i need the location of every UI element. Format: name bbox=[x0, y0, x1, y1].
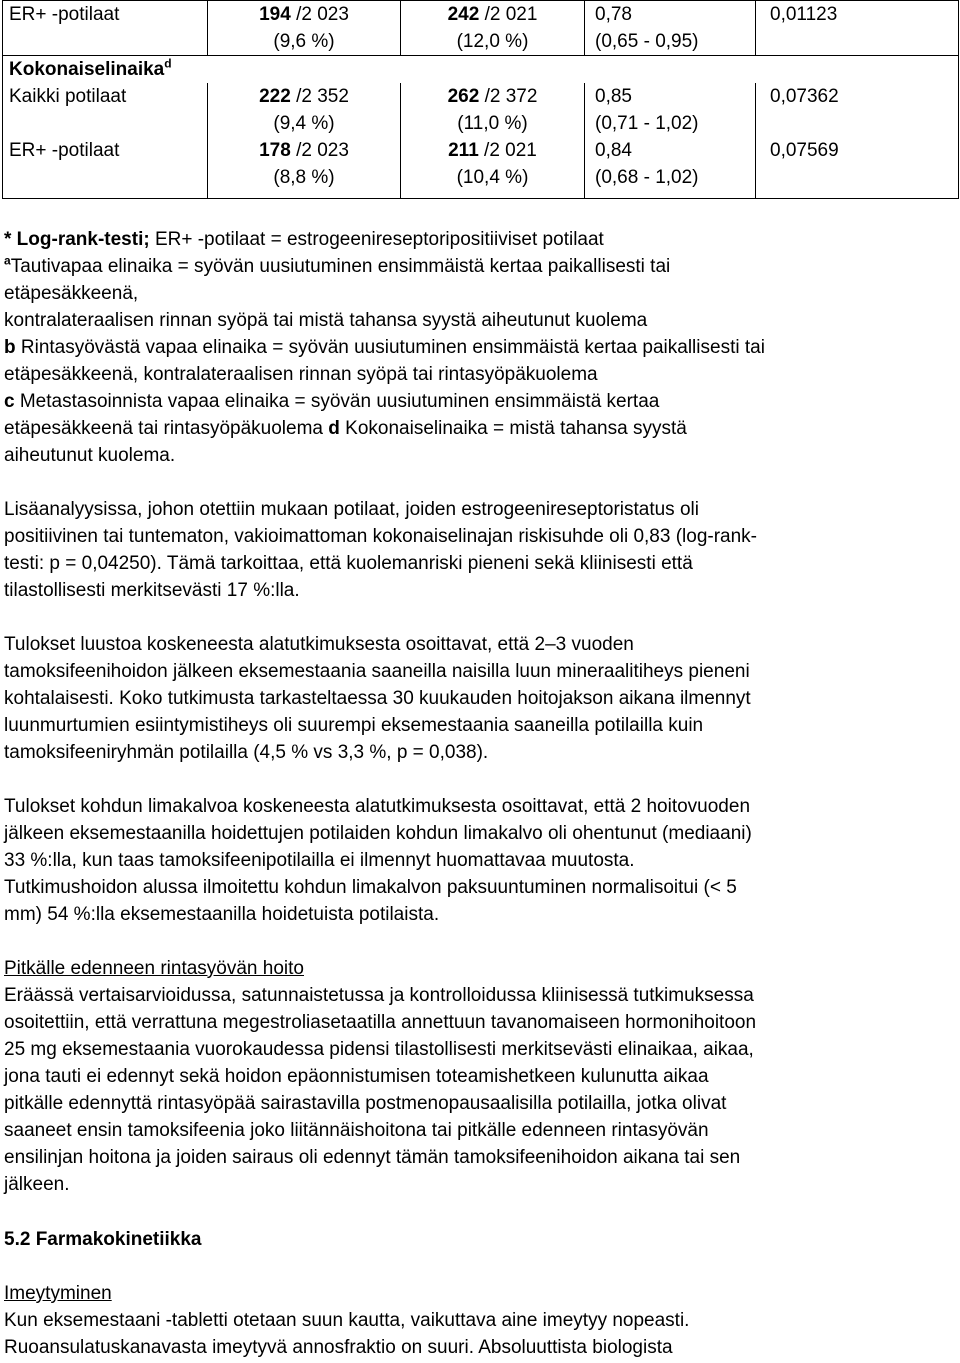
footnote-d-cont: aiheutunut kuolema. bbox=[4, 445, 176, 466]
text-line: jälkeen. bbox=[4, 1174, 70, 1195]
exemestane-events-cell: 194 /2 023 (9,6 %) bbox=[208, 1, 401, 56]
text-line: Ruoansulatuskanavasta imeytyvä annosfraktio on suuri. Absoluuttista biologista bbox=[4, 1337, 673, 1358]
text-line: tamoksifeenihoidon jälkeen eksemestaania saaneilla naisilla luun mineraalitiheys pieneni bbox=[4, 661, 750, 682]
text-line: Tutkimushoidon alussa ilmoitettu kohdun limakalvon paksuuntuminen normalisoitui (< 5 bbox=[4, 877, 737, 898]
text-line: pitkälle edennyttä rintasyöpää sairastavilla postmenopausaalisilla potilailla, jotka olivat bbox=[4, 1093, 727, 1114]
text-line: jona tauti ei edennyt sekä hoidon epäonnistumisen toteamishetkeen kulunutta aikaa bbox=[4, 1066, 709, 1087]
section-label: Kokonaiselinaika$^d$ bbox=[3, 56, 959, 84]
text-line: tamoksifeeniryhmän potilailla (4,5 % vs 3,3 %, p = 0,038). bbox=[4, 742, 489, 763]
text-line: Lisäanalyysissa, johon otettiin mukaan potilaat, joiden estrogeenireseptoristatus oli bbox=[4, 499, 699, 520]
text-line: tilastollisesti merkitsevästi 17 %:lla. bbox=[4, 580, 300, 601]
footnote-b: b Rintasyövästä vapaa elinaika = syövän uusiutuminen ensimmäistä kertaa paikallisesti tai bbox=[4, 337, 765, 358]
text-line: Eräässä vertaisarvioidussa, satunnaistetussa ja kontrolloidussa kliinisessä tutkimuksessa bbox=[4, 985, 754, 1006]
footnote-a-cont: kontralateraalisen rinnan syöpä tai mistä tahansa syystä aiheutunut kuolema bbox=[4, 310, 648, 331]
text-line: Tulokset luustoa koskeneesta alatutkimuksesta osoittavat, että 2–3 vuoden bbox=[4, 634, 634, 655]
footnote-c-d: etäpesäkkeenä tai rintasyöpäkuolema d Kokonaiselinaika = mistä tahansa syystä bbox=[4, 418, 687, 439]
footnote-star: * Log-rank-testi; ER+ -potilaat = estrogeenireseptoripositiiviset potilaat bbox=[4, 229, 604, 250]
results-table bbox=[2, 0, 959, 199]
section-title: 5.2 Farmakokinetiikka bbox=[4, 1229, 202, 1250]
text-line: Kun eksemestaani -tabletti otetaan suun kautta, vaikuttava aine imeytyy nopeasti. bbox=[4, 1310, 690, 1331]
footnote-b-cont: etäpesäkkeenä, kontralateraalisen rinnan syöpä tai rintasyöpäkuolema bbox=[4, 364, 598, 385]
row-label: Kaikki potilaat bbox=[3, 83, 208, 137]
text-line: saaneet ensin tamoksifeenia joko liitännäishoitona tai pitkälle edenneen rintasyövän bbox=[4, 1120, 709, 1141]
tamoxifen-events-cell: 262 /2 372 (11,0 %) bbox=[401, 83, 585, 137]
tamoxifen-events-cell: 211 /2 021 (10,4 %) bbox=[401, 137, 585, 199]
footnote-c: c Metastasoinnista vapaa elinaika = syövän uusiutuminen ensimmäistä kertaa bbox=[4, 391, 660, 412]
text-line: testi: p = 0,04250). Tämä tarkoittaa, että kuolemanriski pieneni sekä kliinisesti että bbox=[4, 553, 693, 574]
table-footnotes bbox=[4, 226, 954, 469]
p-value-cell: 0,07569 bbox=[756, 137, 959, 199]
text-line: 33 %:lla, kun taas tamoksifeenipotilailla ei ilmennyt huomattavaa muutosta. bbox=[4, 850, 635, 871]
subheading: Pitkälle edenneen rintasyövän hoito bbox=[4, 958, 304, 979]
paragraph-bone-substudy bbox=[4, 631, 954, 766]
row-label: ER+ -potilaat bbox=[3, 137, 208, 199]
table-row bbox=[3, 1, 959, 56]
text-line: mm) 54 %:lla eksemestaanilla hoidetuista potilaista. bbox=[4, 904, 440, 925]
section-heading bbox=[4, 1226, 954, 1253]
exemestane-events-cell: 178 /2 023 (8,8 %) bbox=[208, 137, 401, 199]
text-line: 25 mg eksemestaania vuorokaudessa pidensi tilastollisesti merkitsevästi elinaikaa, aikaa, bbox=[4, 1039, 754, 1060]
text-line: Tulokset kohdun limakalvoa koskeneesta alatutkimuksesta osoittavat, että 2 hoitovuoden bbox=[4, 796, 751, 817]
section-absorption bbox=[4, 1280, 954, 1361]
table-row bbox=[3, 83, 959, 137]
paragraph-additional-analysis bbox=[4, 496, 954, 604]
p-value-cell: 0,01123 bbox=[756, 1, 959, 56]
subheading: Imeytyminen bbox=[4, 1283, 112, 1304]
section-advanced-breast-cancer bbox=[4, 955, 954, 1198]
p-value-cell: 0,07362 bbox=[756, 83, 959, 137]
text-line: jälkeen eksemestaanilla hoidettujen potilaiden kohdun limakalvo oli ohentunut (mediaani) bbox=[4, 823, 752, 844]
text-line: kohtalaisesti. Koko tutkimusta tarkasteltaessa 30 kuukauden hoitojakson aikana ilmennyt bbox=[4, 688, 751, 709]
text-line: positiivinen tai tuntematon, vakioimattoman kokonaiselinajan riskisuhde oli 0,83 (log-rank- bbox=[4, 526, 758, 547]
text-line: osoitettiin, että verrattuna megestroliasetaatilla annettuun tavanomaiseen hormonihoitoon bbox=[4, 1012, 757, 1033]
text-line: luunmurtumien esiintymistiheys oli suurempi eksemestaania saaneilla potilailla kuin bbox=[4, 715, 704, 736]
tamoxifen-events-cell: 242 /2 021 (12,0 %) bbox=[401, 1, 585, 56]
footnote-a: $^a$Tautivapaa elinaika = syövän uusiutuminen ensimmäistä kertaa paikallisesti tai bbox=[4, 253, 671, 277]
footnote-a-cont: etäpesäkkeenä, bbox=[4, 283, 139, 304]
text-line: ensilinjan hoitona ja joiden sairaus oli edennyt tämän tamoksifeenihoidon aikana tai sen bbox=[4, 1147, 741, 1168]
hazard-ratio-cell: 0,85 (0,71 - 1,02) bbox=[585, 83, 756, 137]
exemestane-events-cell: 222 /2 352 (9,4 %) bbox=[208, 83, 401, 137]
row-label: ER+ -potilaat bbox=[3, 1, 208, 56]
paragraph-endometrium-substudy bbox=[4, 793, 954, 928]
table-row bbox=[3, 137, 959, 199]
table-section-header bbox=[3, 56, 959, 84]
hazard-ratio-cell: 0,84 (0,68 - 1,02) bbox=[585, 137, 756, 199]
hazard-ratio-cell: 0,78 (0,65 - 0,95) bbox=[585, 1, 756, 56]
